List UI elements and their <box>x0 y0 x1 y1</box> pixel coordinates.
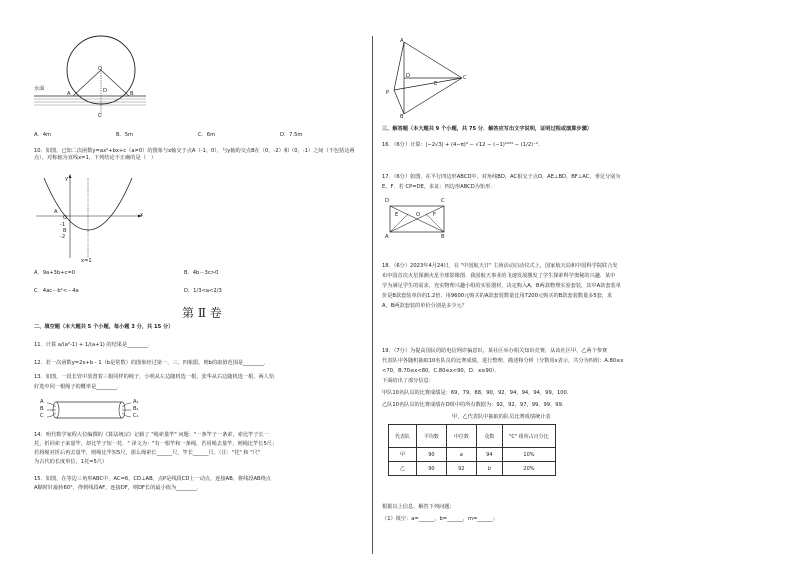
table-cell: 20% <box>502 462 555 476</box>
solve-heading: 三、解答题（本大题共 9 个小题，共 75 分．解答应写出文字说明，证明过程或演算步骤） <box>382 126 592 132</box>
fig-label-c: C <box>463 75 467 81</box>
question-17-line1: 17．（6分）如图，在平行四边形ABCD中，对角线BD，AC相交于点O，AE⊥BD，BF⊥AC，垂足分别为 <box>382 174 621 180</box>
question-19-line6: 乙队10名队员的比赛成绩在D组中的所有数据为：92，92，97，99，99，99． <box>382 402 568 408</box>
table-cell: 90 <box>416 462 446 476</box>
label-b: B <box>130 91 134 97</box>
tube-label-a1: A₁ <box>133 399 139 405</box>
table-header-cell: 平均数 <box>416 425 446 448</box>
table-caption: 甲、乙代表队中抽取的队员比赛成绩统计表 <box>452 414 551 420</box>
q9-option-a: A．4m <box>34 132 52 138</box>
question-19-line4: 下面给出了部分信息： <box>382 378 434 384</box>
question-14-line3: 若将绳对折后再去量竿，则绳比竿短5尺，那么绳索长______尺，竿长______尺．（注："托" 和 "尺" <box>34 450 261 456</box>
tube-label-b: B <box>40 406 44 412</box>
rectangle-figure <box>388 204 450 236</box>
q10-option-c: C．4ac－b²<－4a <box>34 288 79 294</box>
question-12: 12．若一次函数y=2x+b - 1（b是常数）的图象经过第一、三、四象限，则b的取值范围是________． <box>34 360 270 366</box>
question-19-line5: 甲队10名队员的比赛成绩是：69，79，88，90，92，94，94，94，99，100． <box>382 390 573 396</box>
question-14-line4: 为古代的长度单位，1托=5尺） <box>34 459 108 465</box>
parabola-a-label: A <box>54 209 58 215</box>
q9-option-b: B．5m <box>116 132 134 138</box>
fig-label-b: B <box>400 114 404 120</box>
table-row <box>389 462 556 476</box>
question-18-line3: 学为满足学生的需求，充实物理兴趣小组的实验器材，决定购入A，B两款物理实验套装，其中A款套装单 <box>382 283 621 289</box>
parabola-n1: -1 <box>60 222 66 228</box>
question-16: 16．（6分）计算：|−2√3| + (4−π)⁰ − √12 − (−1)²⁰²³ − (1/2)⁻². <box>382 142 540 148</box>
rect-label-e: E <box>395 212 399 218</box>
question-11: 11．计算 a/(a²-1) + 1/(a+1) 的结果是________． <box>34 342 154 348</box>
parabola-axis-label: x=1 <box>81 258 92 264</box>
parabola-o-label: O <box>63 215 68 221</box>
circle-water-figure <box>34 36 154 126</box>
table-row <box>389 448 556 462</box>
rect-label-b: B <box>441 234 445 240</box>
table-header-cell: 众数 <box>476 425 502 448</box>
parabola-figure <box>34 170 154 260</box>
table-header-cell: 代表队 <box>389 425 417 448</box>
table-cell: b <box>476 462 502 476</box>
rect-label-f: F <box>433 212 436 218</box>
question-19-line2: 代表队中各随机抽取10名队员的比赛成绩，进行整理、描述和分析（分数用x表示，共分为四组：A.80≤x <box>382 358 624 364</box>
label-d: D <box>103 88 107 94</box>
fig-label-e: E <box>434 81 438 87</box>
q10-option-d: D．1/3<a<2/3 <box>184 288 222 294</box>
question-19-line8: （1）填空：a=______，b=______，m=______； <box>382 516 499 522</box>
question-18-line5: A，B两款套装的单价分别是多少元？ <box>382 303 467 309</box>
question-15-line1: 15．如图，在等边三角形ABC中，AC=6，CD⊥AB，点P是线段CD上一动点，连接AB，将线段AB绕点 <box>34 476 271 482</box>
table-cell: 94 <box>476 448 502 462</box>
label-o: O <box>98 66 103 72</box>
q9-option-c: C．6m <box>198 132 216 138</box>
parabola-x-label: x <box>140 212 144 218</box>
tube-label-a: A <box>40 399 44 405</box>
column-divider <box>372 36 373 554</box>
parabola-n2: -2 <box>60 234 66 240</box>
table-cell: 10% <box>502 448 555 462</box>
question-13-line2: 好选中同一根绳子的概率是________． <box>34 384 123 390</box>
fig-label-a: A <box>400 38 404 44</box>
q9-option-d: D．7.5m <box>280 132 303 138</box>
question-14-line2: 托，折回索子来量竿，却比竿子短一托．" 译文为："有一根竿和一条绳，若用绳去量竿，则绳比竿长5尺； <box>34 441 278 447</box>
right-column <box>382 0 762 562</box>
q10-option-a: A．9a+3b+c=0 <box>34 270 76 276</box>
question-15-line2: A顺时针旋转60°，得到线段AF，连接DF，则DF长的最小值为________． <box>34 485 203 491</box>
question-19-line7: 根据以上信息，解答下列问题： <box>382 504 455 510</box>
left-column <box>34 0 364 562</box>
table-header-cell: 中位数 <box>446 425 476 448</box>
fill-in-heading: 二、填空题（本大题共 5 个小题，每小题 3 分，共 15 分） <box>34 324 174 330</box>
label-c: C <box>98 113 102 119</box>
table-cell: 乙 <box>389 462 417 476</box>
tube-label-b1: B₁ <box>133 406 139 412</box>
tube-label-c1: C₁ <box>133 413 139 419</box>
table-cell: a <box>446 448 476 462</box>
table-cell: 甲 <box>389 448 417 462</box>
rect-label-a: A <box>385 234 389 240</box>
q10-stem: 10．如图，已知二次函数y=ax²+bx+c（a≠0）的图象与x轴交于点A（-1，0），与y轴的交点B在（0，-2）和（0，-1）之间（不包括这两点），对称轴为直线x=1，下列结论不正确的是（ ） <box>34 148 355 161</box>
parabola-y-label: y <box>65 176 69 182</box>
rect-label-d: D <box>385 198 389 204</box>
fig-label-p: P <box>386 90 390 96</box>
rect-label-c: C <box>441 198 445 204</box>
label-a: A <box>67 91 71 97</box>
fig-label-d: D <box>406 73 410 79</box>
tube-figure <box>44 398 144 424</box>
table-cell: 90 <box>416 448 446 462</box>
table-cell: 92 <box>446 462 476 476</box>
q10-option-b: B．4b－3c>0 <box>184 270 219 276</box>
parabola-b-label: B <box>63 228 67 234</box>
table-header-row <box>389 425 556 448</box>
question-13-line1: 13．如图，一段长管中放置着三根同样的绳子，小明从左边随机选一根，张华从右边随机选一根，两人恰 <box>34 374 275 380</box>
question-19-line3: <70，B.70≤x<80，C.80≤x<90，D．x≥90）． <box>382 368 500 374</box>
question-17-line2: E，F．若 CP=DE，求证：四边形ABCD为矩形． <box>382 184 496 190</box>
question-18-line2: 布中国首次火星探测火星全球影像图．我国航天事业的飞速发展激发了学生探索科学奥秘的兴趣．某中 <box>382 273 616 279</box>
part-two-title: 第 Ⅱ 卷 <box>182 306 222 320</box>
question-18-line1: 18．（6分）2023年4月24日，在 "中国航天日" 主场活动启动仪式上，国家航天局和中国科学院联合发 <box>382 263 618 269</box>
question-14-line1: 14．明代数学家程大位编撰的《算法统宗》记载了 "绳索量竿" 问题："一条竿子一条索，索比竿子长一 <box>34 432 269 438</box>
rect-label-o: O <box>416 212 421 218</box>
question-18-line4: 价是B款套装单价的1.2倍，用9600元购买的A款套装数量比用7200元购买的B款套装数量多5套，求 <box>382 293 613 299</box>
stats-table <box>388 424 556 476</box>
question-19-line1: 19．（7分）为提高国民的防电信网诈骗意识，某社区举办相关知识竞赛，从该社区甲、乙两个参赛 <box>382 348 608 354</box>
tube-label-c: C <box>40 413 44 419</box>
label-water: 水面 <box>34 86 45 92</box>
table-header-cell: "C" 组所占百分比 <box>502 425 555 448</box>
